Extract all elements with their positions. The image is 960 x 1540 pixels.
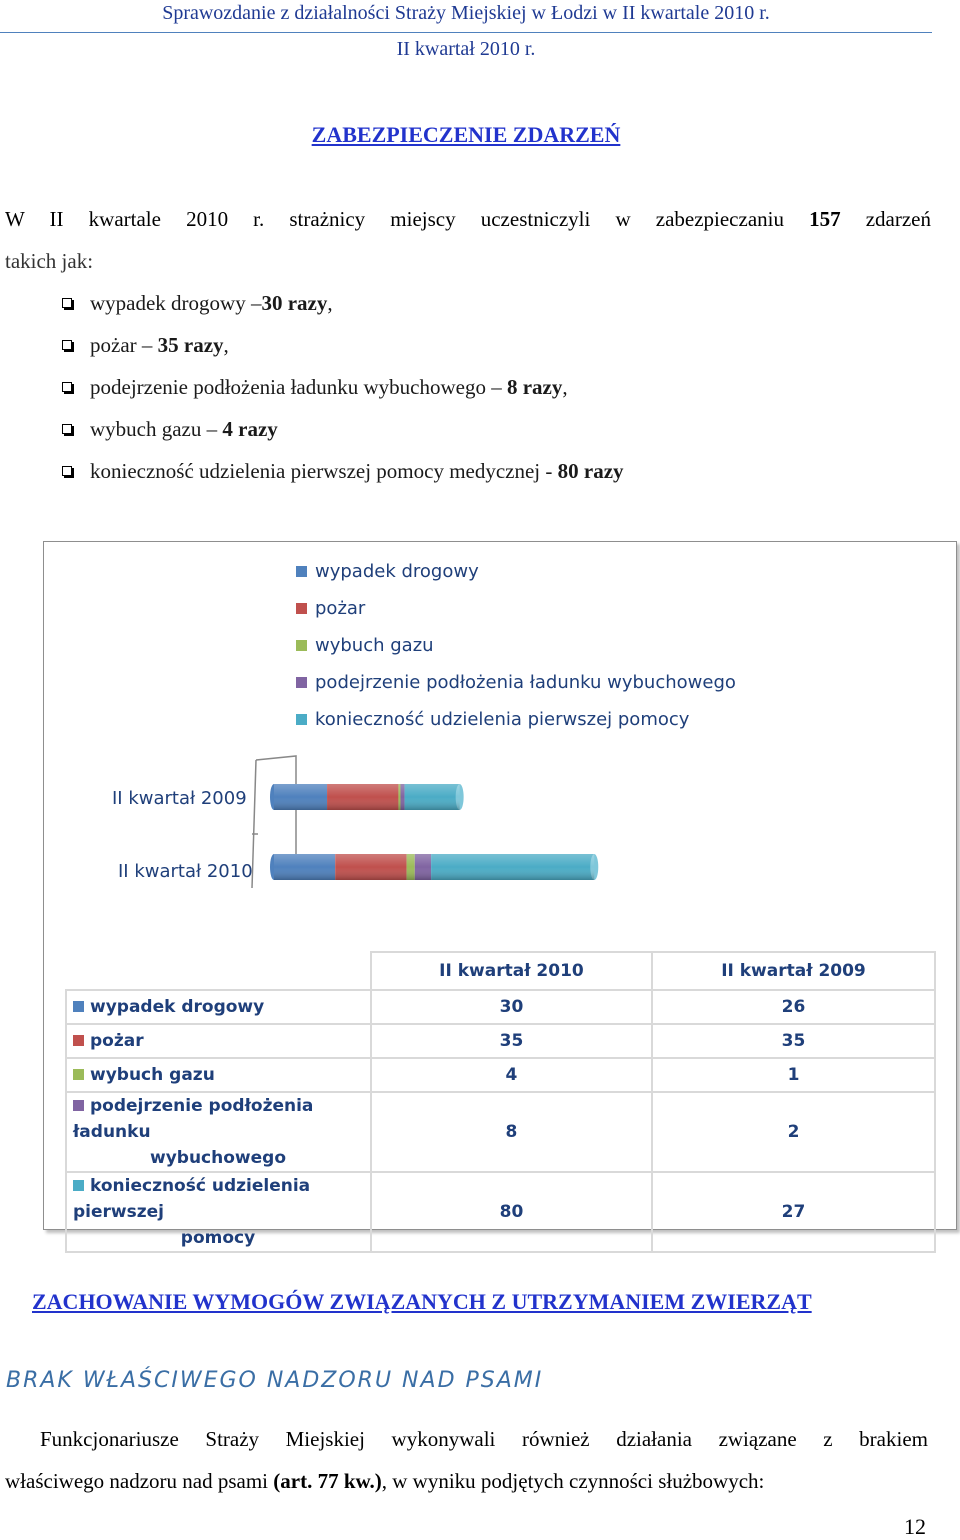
list-item [60,324,860,366]
list-item-text: wybuch gazu – [90,417,223,441]
legend-label: pożar [315,598,366,619]
table-row-swatch [73,1180,84,1191]
chart-data-table [65,951,936,1253]
list-item-text: pożar – [90,333,158,357]
legend-label: podejrzenie podłożenia ładunku wybuchowego [315,672,736,693]
page-number: 12 [904,1514,926,1539]
list-item-count: 30 razy [261,291,328,315]
paragraph-line-1: Funkcjonariusze Straży Miejskiej wykonywali również działania związane z brakiem [40,1427,928,1451]
chart-legend [296,560,816,745]
table-row-label [66,990,371,1024]
table-column-header: II kwartał 2009 [652,952,935,990]
list-item-count: 35 razy [157,333,224,357]
category-label-2009: II kwartał 2009 [112,788,247,809]
checkbox-bullet-icon [62,340,72,350]
table-row-label-text: pożar [90,1031,144,1051]
table-row-label-text: wypadek drogowy [90,997,265,1017]
legend-label: konieczność udzielenia pierwszej pomocy [315,709,690,730]
legend-item [296,671,816,708]
intro-line-2: takich jak: [5,249,94,273]
table-row-label-text: podejrzenie podłożenia ładunku [73,1096,314,1142]
table-cell: 8 [371,1092,652,1172]
legend-swatch [296,714,307,725]
table-row-label [66,1092,371,1172]
legend-item [296,708,816,745]
table-row-label-text-2: pomocy [180,1228,256,1248]
legend-label: wybuch gazu [315,635,434,656]
legend-swatch [296,603,307,614]
legend-label: wypadek drogowy [315,561,479,582]
list-item [60,366,860,408]
paragraph-article-ref: (art. 77 kw.) [273,1469,382,1493]
table-row-swatch [73,1001,84,1012]
list-item-count: 4 razy [222,417,278,441]
running-header: Sprawozdanie z działalności Straży Miejskiej w Łodzi w II kwartale 2010 r. [162,2,770,24]
checkbox-bullet-icon [62,382,72,392]
table-cell: 35 [652,1024,935,1058]
table-header-row [66,952,935,990]
list-item-tail: , [327,291,333,315]
intro-count: 157 [809,207,841,231]
table-row [66,1092,935,1172]
intro-line-1 [5,198,931,240]
chart-bars [270,784,598,880]
table-cell: 35 [371,1024,652,1058]
table-row-swatch [73,1100,84,1111]
table-cell: 30 [371,990,652,1024]
table-cell: 27 [652,1172,935,1252]
intro-text-after: zdarzeń [840,207,932,231]
list-item-count: 8 razy [506,375,563,399]
table-corner [66,952,371,990]
legend-item [296,597,816,634]
checkbox-bullet-icon [62,466,72,476]
paragraph-text-after: , w wyniku podjętych czynności służbowych: [381,1469,765,1493]
list-item-text: podejrzenie podłożenia ładunku wybuchowego – [90,375,507,399]
table-row [66,1058,935,1092]
table-row-label [66,1058,371,1092]
stacked-bar-chart [240,750,760,910]
checkbox-bullet-icon [62,298,72,308]
table-row [66,1172,935,1252]
list-item-tail: , [562,375,568,399]
table-cell: 1 [652,1058,935,1092]
table-cell: 4 [371,1058,652,1092]
table-row-label-text-2: wybuchowego [150,1148,286,1168]
legend-swatch [296,640,307,651]
bar-shading [274,854,594,880]
category-label-2010: II kwartał 2010 [118,861,253,882]
table-cell: 80 [371,1172,652,1252]
section-title-zabezpieczenie: ZABEZPIECZENIE ZDARZEŃ [311,122,621,147]
list-item [60,282,860,324]
paragraph-line-2 [5,1460,931,1502]
table-row-label [66,1024,371,1058]
table-row [66,990,935,1024]
table-row-label-text: konieczność udzielenia pierwszej [73,1176,311,1222]
bar-shading [274,784,460,810]
chart-axis-left [252,760,256,888]
list-item-count: 80 razy [557,459,624,483]
incident-list [60,282,860,492]
legend-item [296,634,816,671]
intro-text-before: W II kwartale 2010 r. strażnicy miejscy uczestniczyli w zabezpieczaniu [5,207,810,231]
list-item [60,408,860,450]
table-row-label [66,1172,371,1252]
subsection-title-psy: BRAK WŁAŚCIWEGO NADZORU NAD PSAMI [6,1368,544,1393]
table-row [66,1024,935,1058]
checkbox-bullet-icon [62,424,72,434]
list-item-text: konieczność udzielenia pierwszej pomocy medycznej - [90,459,558,483]
legend-item [296,560,816,597]
table-cell: 2 [652,1092,935,1172]
list-item-text: wypadek drogowy – [90,291,262,315]
table-row-label-text: wybuch gazu [90,1065,215,1085]
table-row-swatch [73,1069,84,1080]
legend-swatch [296,566,307,577]
table-cell: 26 [652,990,935,1024]
legend-swatch [296,677,307,688]
section-title-zwierzeta: ZACHOWANIE WYMOGÓW ZWIĄZANYCH Z UTRZYMANIEM ZWIERZĄT [32,1289,812,1314]
table-row-swatch [73,1035,84,1046]
list-item [60,450,860,492]
header-divider [0,32,932,33]
running-subheader: II kwartał 2010 r. [396,38,536,60]
table-column-header: II kwartał 2010 [371,952,652,990]
paragraph-text-before: właściwego nadzoru nad psami [5,1469,274,1493]
list-item-tail: , [223,333,229,357]
